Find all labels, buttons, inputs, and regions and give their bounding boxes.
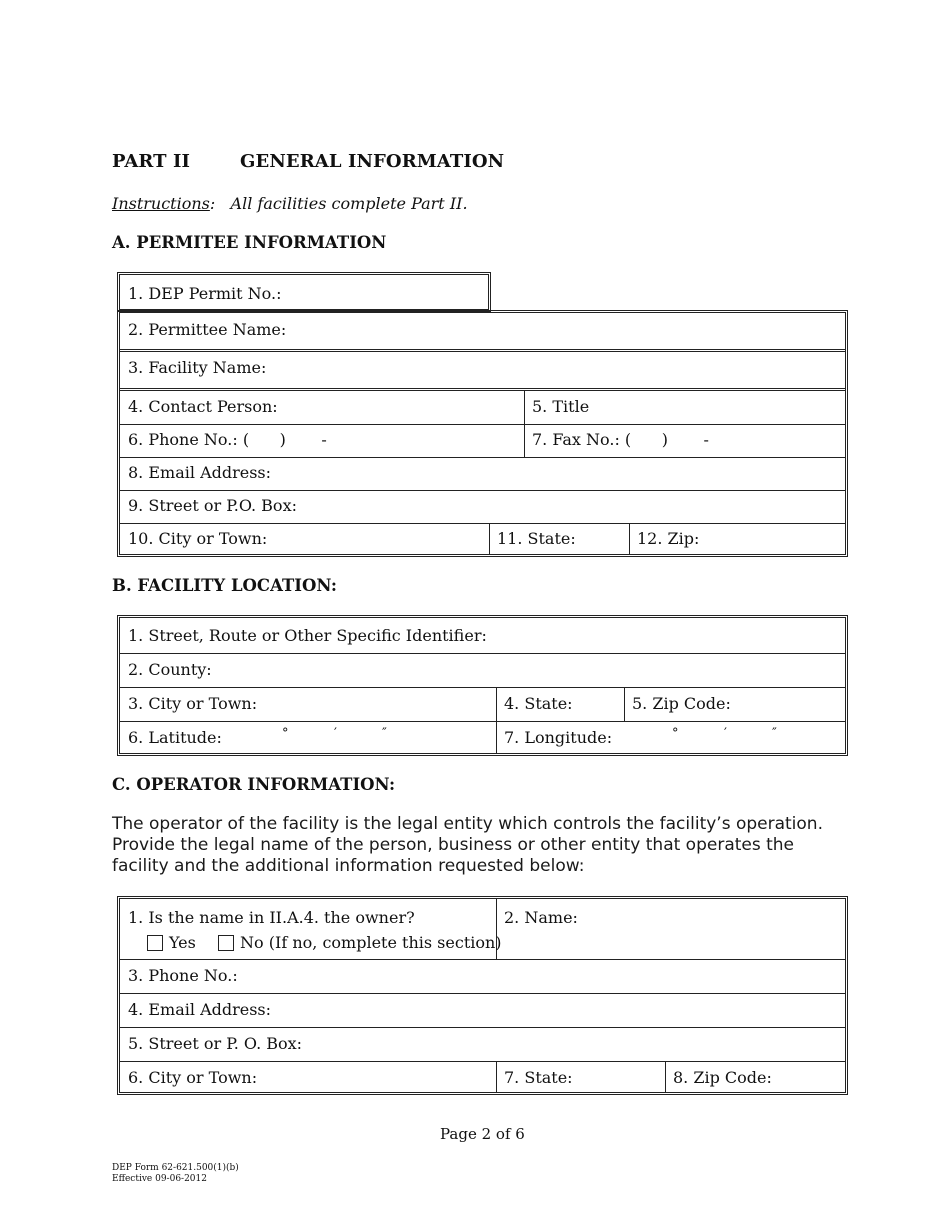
county-label: 2. County: — [128, 660, 212, 679]
phone-fax-row — [120, 424, 845, 457]
county-field[interactable] — [120, 653, 845, 687]
permitee-table — [117, 310, 848, 557]
email-label: 8. Email Address: — [128, 463, 272, 482]
facility-location-table — [117, 615, 848, 756]
latitude-field[interactable] — [120, 722, 496, 753]
instructions: Instructions: All facilities complete Part II. — [112, 194, 468, 213]
part-number: PART II — [112, 151, 191, 172]
second-symbol: ″ — [772, 726, 777, 741]
facility-name-field[interactable] — [120, 349, 845, 388]
degree-symbol: ° — [282, 726, 289, 741]
longitude-label: 7. Longitude: — [504, 728, 613, 747]
email-field[interactable] — [120, 457, 845, 490]
location-zip-field[interactable] — [624, 688, 845, 721]
operator-zip-label: 8. Zip Code: — [673, 1068, 772, 1087]
instructions-label: Instructions — [112, 194, 210, 213]
operator-paragraph: The operator of the facility is the legal entity which controls the facility’s operation. Provide the legal name of the person, business or other entity that operates the facility and the additional information requested below: — [112, 814, 823, 876]
operator-name-label: 2. Name: — [504, 908, 578, 927]
section-c-heading: C. OPERATOR INFORMATION: — [112, 775, 396, 794]
facility-name-label: 3. Facility Name: — [128, 358, 267, 377]
zip-field[interactable] — [629, 524, 845, 554]
street-label: 9. Street or P.O. Box: — [128, 496, 297, 515]
section-b-heading: B. FACILITY LOCATION: — [112, 576, 337, 595]
operator-email-label: 4. Email Address: — [128, 1000, 272, 1019]
location-city-field[interactable] — [120, 688, 496, 721]
page-number: Page 2 of 6 — [440, 1125, 525, 1143]
fax-label: 7. Fax No.: ( ) - — [532, 430, 709, 449]
dep-permit-field[interactable] — [117, 272, 491, 312]
operator-phone-field[interactable] — [120, 959, 845, 993]
latitude-label: 6. Latitude: — [128, 728, 222, 747]
location-zip-label: 5. Zip Code: — [632, 694, 731, 713]
state-field[interactable] — [489, 524, 629, 554]
form-id-block — [112, 1163, 239, 1185]
location-street-field[interactable] — [120, 618, 845, 653]
contact-row — [120, 388, 845, 424]
effective-date: Effective 09-06-2012 — [112, 1174, 207, 1184]
second-symbol: ″ — [382, 726, 387, 741]
form-id: DEP Form 62-621.500(1)(b) — [112, 1163, 239, 1173]
owner-yes-checkbox[interactable] — [147, 935, 163, 951]
contact-person-label: 4. Contact Person: — [128, 397, 278, 416]
city-field[interactable] — [120, 524, 489, 554]
owner-no-checkbox[interactable] — [218, 935, 234, 951]
section-a-heading: A. PERMITEE INFORMATION — [112, 233, 387, 252]
operator-city-row — [120, 1061, 845, 1092]
instructions-text: All facilities complete Part II. — [230, 194, 468, 213]
title-label: 5. Title — [532, 397, 590, 416]
phone-label: 6. Phone No.: ( ) - — [128, 430, 327, 449]
minute-symbol: ′ — [724, 726, 727, 741]
state-label: 11. State: — [497, 529, 576, 548]
location-street-label: 1. Street, Route or Other Specific Identifier: — [128, 626, 487, 645]
operator-state-field[interactable] — [496, 1062, 665, 1092]
owner-question-label: 1. Is the name in II.A.4. the owner? — [128, 908, 415, 927]
location-city-label: 3. City or Town: — [128, 694, 258, 713]
part-heading: GENERAL INFORMATION — [240, 151, 505, 172]
operator-state-label: 7. State: — [504, 1068, 573, 1087]
dep-permit-label: 1. DEP Permit No.: — [128, 284, 282, 303]
no-label: No (If no, complete this section) — [240, 933, 502, 952]
yes-label: Yes — [169, 933, 196, 952]
operator-email-field[interactable] — [120, 993, 845, 1027]
permittee-name-field[interactable] — [120, 313, 845, 349]
title-field[interactable] — [524, 391, 845, 424]
lat-long-row — [120, 721, 845, 753]
location-city-row — [120, 687, 845, 721]
operator-name-field[interactable] — [496, 899, 845, 959]
fax-field[interactable] — [524, 425, 845, 457]
zip-label: 12. Zip: — [637, 529, 700, 548]
owner-name-row — [120, 899, 845, 959]
city-state-zip-row — [120, 523, 845, 554]
phone-field[interactable] — [120, 425, 524, 457]
location-state-label: 4. State: — [504, 694, 573, 713]
operator-table — [117, 896, 848, 1095]
operator-street-field[interactable] — [120, 1027, 845, 1061]
operator-phone-label: 3. Phone No.: — [128, 966, 238, 985]
operator-zip-field[interactable] — [665, 1062, 845, 1092]
part-title — [112, 151, 504, 172]
degree-symbol: ° — [672, 726, 679, 741]
operator-street-label: 5. Street or P. O. Box: — [128, 1034, 303, 1053]
location-state-field[interactable] — [496, 688, 624, 721]
owner-question-cell — [120, 899, 502, 959]
street-field[interactable] — [120, 490, 845, 523]
city-label: 10. City or Town: — [128, 529, 268, 548]
permittee-name-label: 2. Permittee Name: — [128, 320, 287, 339]
minute-symbol: ′ — [334, 726, 337, 741]
contact-person-field[interactable] — [120, 391, 524, 424]
operator-city-label: 6. City or Town: — [128, 1068, 258, 1087]
operator-city-field[interactable] — [120, 1062, 496, 1092]
longitude-field[interactable] — [496, 722, 845, 753]
